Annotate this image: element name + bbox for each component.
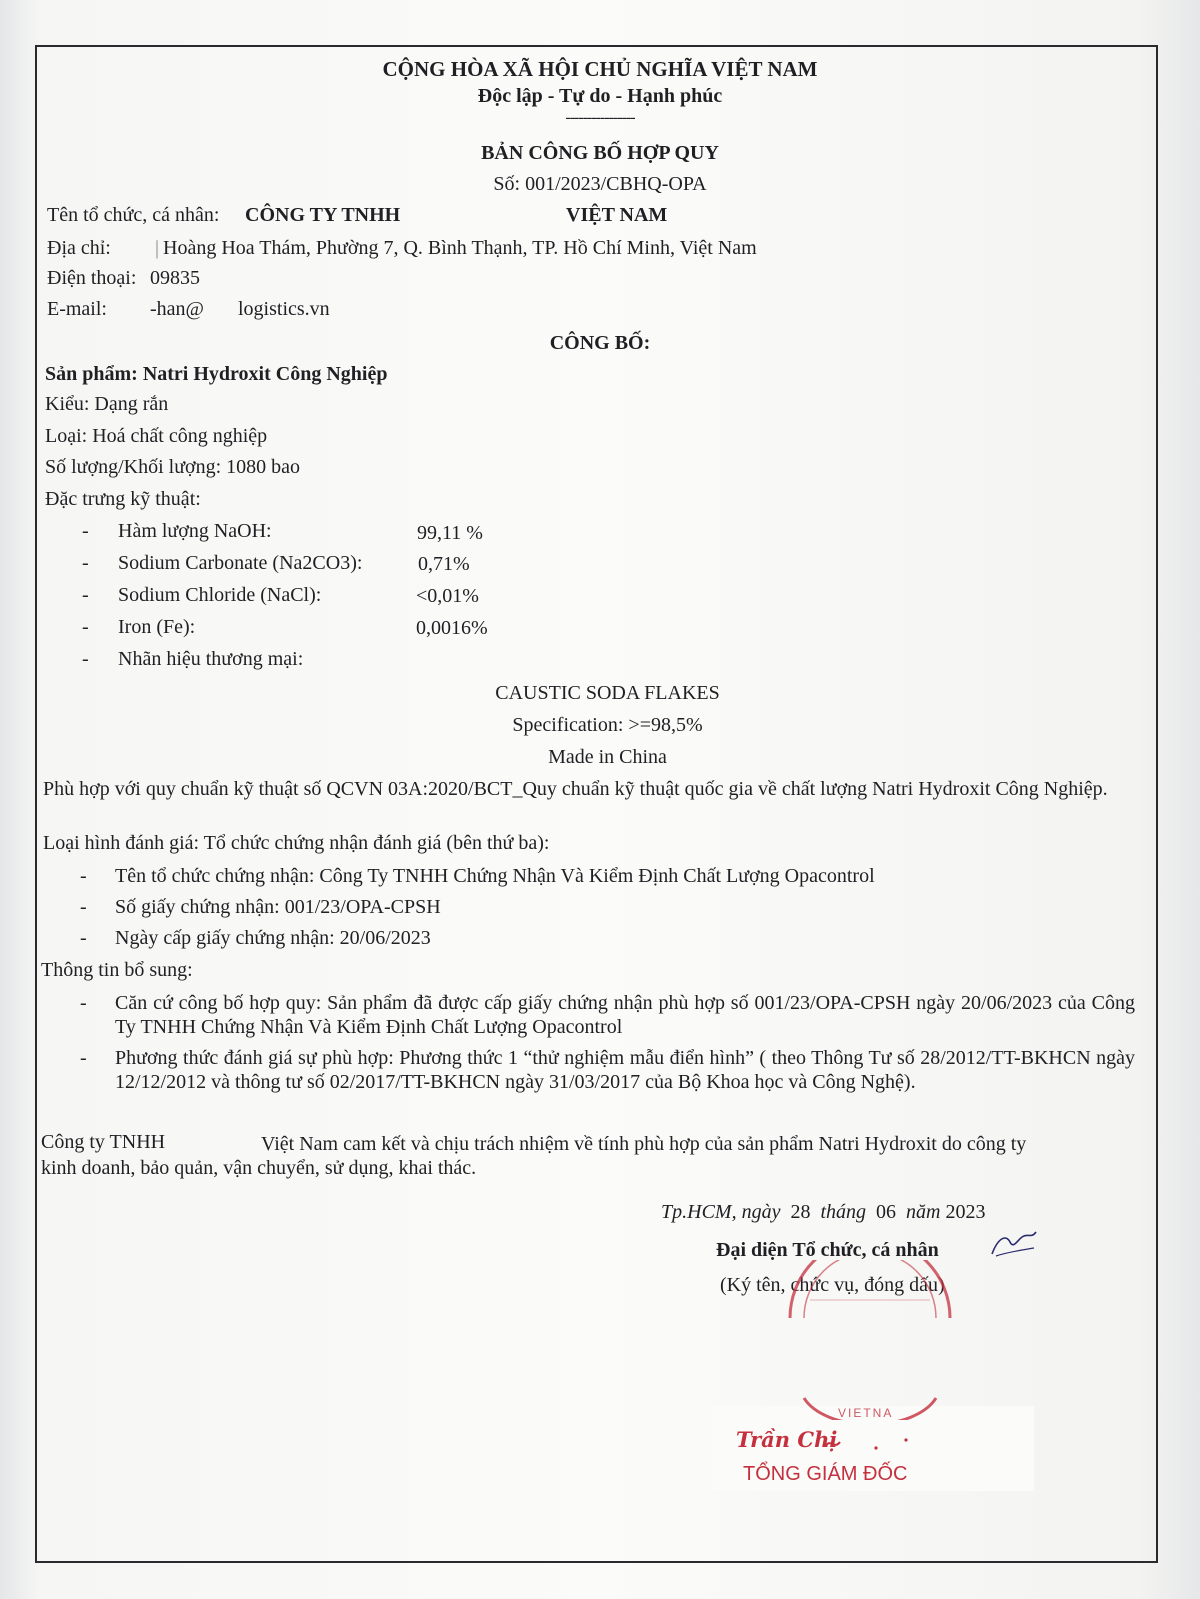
- assessment-bullet: -: [80, 865, 87, 887]
- product-quantity: Số lượng/Khối lượng: 1080 bao: [45, 456, 301, 478]
- date-day-word: ngày: [741, 1201, 781, 1223]
- spec-label: Sodium Chloride (NaCl):: [118, 584, 322, 606]
- spec-value: <0,01%: [416, 585, 479, 607]
- org-name-part1: CÔNG TY TNHH: [245, 204, 401, 226]
- email-part1: -han@: [150, 298, 204, 320]
- date-year: 2023: [945, 1201, 986, 1223]
- spec-bullet: -: [82, 584, 89, 606]
- trademark-label: Nhãn hiệu thương mại:: [118, 648, 304, 670]
- nation-motto: Độc lập - Tự do - Hạnh phúc: [477, 85, 723, 107]
- product-name: Sản phẩm: Natri Hydroxit Công Nghiệp: [45, 363, 388, 385]
- trademark-bullet: -: [82, 648, 89, 670]
- representative-title: Đại diện Tổ chức, cá nhân: [716, 1239, 939, 1261]
- representative-note: (Ký tên, chức vụ, đóng dấu): [720, 1274, 945, 1296]
- date-day: 28: [790, 1201, 811, 1223]
- spec-bullet: -: [82, 616, 89, 638]
- product-type: Kiểu: Dạng rắn: [45, 393, 169, 415]
- assessment-item: Ngày cấp giấy chứng nhận: 20/06/2023: [115, 927, 431, 949]
- company-stamp-top-icon: [780, 1260, 960, 1320]
- address-value: Hoàng Hoa Thám, Phường 7, Q. Bình Thạnh, TP. Hồ Chí Minh, Việt Nam: [163, 237, 757, 259]
- date-year-word: năm: [906, 1201, 941, 1223]
- assessment-item: Tên tổ chức chứng nhận: Công Ty TNHH Chứng Nhận Và Kiểm Định Chất Lượng Opacontrol: [115, 865, 875, 887]
- phone-value: 09835: [150, 267, 200, 289]
- spec-value: 0,0016%: [416, 617, 488, 639]
- date-place: Tp.HCM: [661, 1201, 732, 1223]
- signer-position: TỔNG GIÁM ĐỐC: [743, 1463, 908, 1485]
- trademark-line: Specification: >=98,5%: [512, 714, 703, 736]
- product-category: Loại: Hoá chất công nghiệp: [45, 425, 268, 447]
- assessment-label: Loại hình đánh giá: Tổ chức chứng nhận đánh giá (bên thứ ba):: [43, 832, 550, 854]
- nation-title: CỘNG HÒA XÃ HỘI CHỦ NGHĨA VIỆT NAM: [382, 57, 818, 81]
- trademark-line: CAUSTIC SODA FLAKES: [495, 682, 720, 704]
- additional-item: Phương thức đánh giá sự phù hợp: Phương thức 1 “thử nghiệm mẫu điển hình” ( theo Thông Tư số 28/2012/TT-BKHCN ngày 12/12/2012 và thông tư số 02/2017/TT-BKHCN ngày 31/03/2017 của Bộ Khoa học và Công Nghệ).: [115, 1047, 1135, 1093]
- commitment-text: Việt Nam cam kết và chịu trách nhiệm về tính phù hợp của sản phẩm Natri Hydroxit do công ty: [261, 1133, 1027, 1155]
- spec-value: 99,11 %: [417, 522, 483, 544]
- additional-item: Căn cứ công bố hợp quy: Sản phẩm đã được cấp giấy chứng nhận phù hợp số 001/23/OPA-CPSH ngày 20/06/2023 của Công Ty TNHH Chứng Nhận Và Kiểm Định Chất Lượng Opacontrol: [115, 992, 1135, 1038]
- document-number: Số: 001/2023/CBHQ-OPA: [493, 173, 707, 195]
- phone-label: Điện thoại:: [47, 267, 137, 289]
- assessment-bullet: -: [80, 896, 87, 918]
- spec-label: Sodium Carbonate (Na2CO3):: [118, 552, 363, 574]
- signature-date: Tp.HCM, ngày 28 tháng 06 năm 2023: [661, 1201, 986, 1223]
- email-label: E-mail:: [47, 298, 107, 320]
- spec-bullet: -: [82, 552, 89, 574]
- spec-bullet: -: [82, 520, 89, 542]
- date-month: 06: [876, 1201, 897, 1223]
- address-label: Địa chỉ:: [47, 237, 111, 259]
- commitment-text-line2: kinh doanh, bảo quản, vận chuyển, sử dụng, khai thác.: [41, 1157, 477, 1179]
- spec-value: 0,71%: [418, 553, 470, 575]
- signature-scribble-icon: [822, 1428, 912, 1454]
- signer-name: Trần Chị: [736, 1427, 838, 1452]
- spec-label: Iron (Fe):: [118, 616, 196, 638]
- additional-bullet: -: [80, 992, 87, 1014]
- additional-label: Thông tin bổ sung:: [41, 959, 193, 981]
- conformity-statement: Phù hợp với quy chuẩn kỹ thuật số QCVN 03A:2020/BCT_Quy chuẩn kỹ thuật quốc gia về chất lượng Natri Hydroxit Công Nghiệp.: [43, 778, 1108, 800]
- additional-bullet: -: [80, 1047, 87, 1069]
- assessment-bullet: -: [80, 927, 87, 949]
- spec-heading: Đặc trưng kỹ thuật:: [45, 488, 201, 510]
- document-border: [35, 45, 1158, 1563]
- address-redaction-mark: |: [155, 237, 160, 259]
- initial-signature-icon: [988, 1228, 1040, 1262]
- trademark-line: Made in China: [548, 746, 667, 768]
- stamp-text: VIETNA: [838, 1406, 894, 1420]
- commitment-company: Công ty TNHH: [41, 1131, 166, 1153]
- assessment-item: Số giấy chứng nhận: 001/23/OPA-CPSH: [115, 896, 441, 918]
- org-name-label: Tên tổ chức, cá nhân:: [47, 204, 220, 226]
- document-title: BẢN CÔNG BỐ HỢP QUY: [481, 142, 719, 164]
- date-month-word: tháng: [820, 1201, 867, 1223]
- org-name-part2: VIỆT NAM: [566, 204, 668, 226]
- header-rule: ----------------: [565, 109, 635, 126]
- email-part2: logistics.vn: [238, 298, 330, 320]
- spec-label: Hàm lượng NaOH:: [118, 520, 272, 542]
- announce-heading: CÔNG BỐ:: [549, 332, 651, 354]
